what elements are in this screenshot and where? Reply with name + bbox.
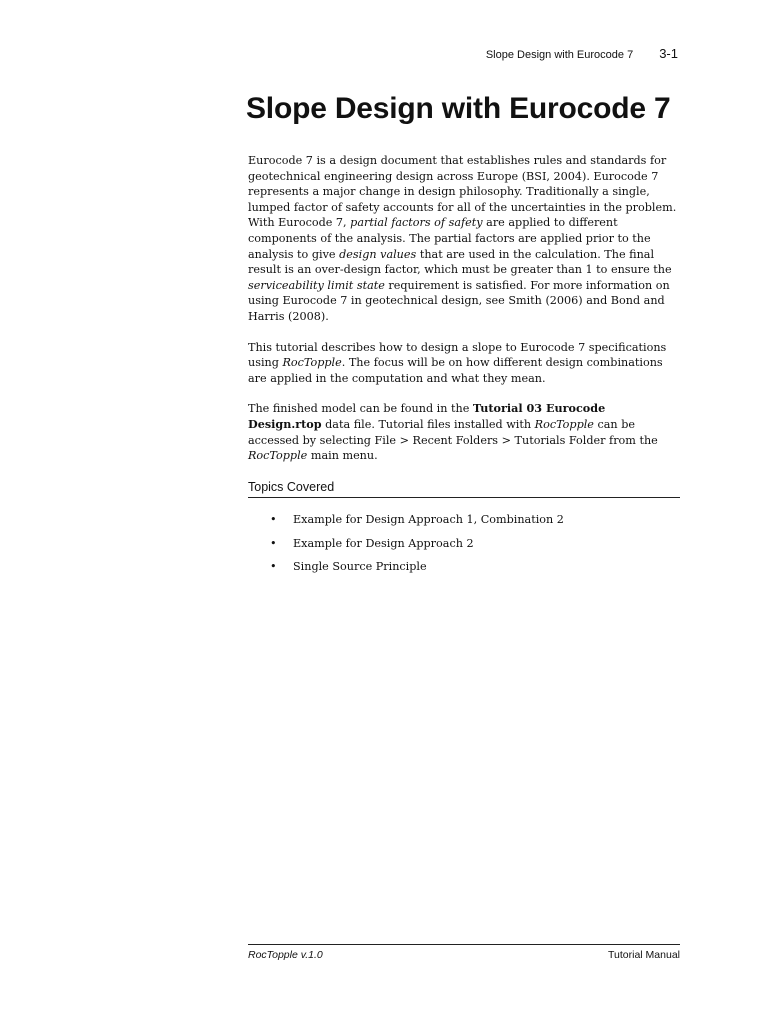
emphasis-design-values: design values xyxy=(339,247,417,261)
emphasis-roctopple: RocTopple xyxy=(534,417,594,431)
page-title: Slope Design with Eurocode 7 xyxy=(246,92,671,125)
intro-paragraph: Eurocode 7 is a design document that establishes rules and standards for geotechnical engineering design across Europe (BSI, 2004). Eurocode 7 represents a major change in design philosophy. Traditionally a single, lumped factor of safety accounts for all of the uncertainties in the problem. With Eurocode 7, partial factors of safety are applied to different components of the analysis. The partial factors are applied prior to the analysis to give design values that are used in the calculation. The final result is an over-design factor, which must be greater than 1 to ensure the serviceability limit state requirement is satisfied. For more information on using Eurocode 7 in geotechnical design, see Smith (2006) and Bond and Harris (2008). xyxy=(248,154,677,323)
footer-product: RocTopple v.1.0 xyxy=(248,949,323,961)
body-text xyxy=(248,153,680,479)
emphasis-serviceability: serviceability limit state xyxy=(248,278,385,292)
page-footer xyxy=(248,944,680,961)
running-header xyxy=(486,46,678,61)
model-file-paragraph: The finished model can be found in the Tutorial 03 Eurocode Design.rtop data file. Tutorial files installed with RocTopple can be accessed by selecting File > Recent Folders > Tutorials Folder from the RocTopple main menu. xyxy=(248,401,658,463)
list-item: • Single Source Principle xyxy=(270,560,564,584)
tutorial-paragraph: This tutorial describes how to design a slope to Eurocode 7 specifications using RocTopple. The focus will be on how different design combinations are applied in the computation and what they mean. xyxy=(248,340,667,385)
tutorial-file-name: Tutorial 03 Eurocode Design.rtop xyxy=(248,401,606,431)
bullet-icon: • xyxy=(270,560,277,573)
topics-list xyxy=(270,513,564,584)
emphasis-partial-factors: partial factors of safety xyxy=(350,216,483,230)
emphasis-roctopple: RocTopple xyxy=(282,356,342,370)
footer-manual: Tutorial Manual xyxy=(608,949,680,961)
bullet-icon: • xyxy=(270,513,277,526)
running-title: Slope Design with Eurocode 7 xyxy=(485,49,634,61)
page-number: 3-1 xyxy=(659,46,678,61)
list-item: • Example for Design Approach 2 xyxy=(270,537,564,561)
bullet-icon: • xyxy=(270,536,277,550)
list-item: • Example for Design Approach 1, Combination 2 xyxy=(270,513,564,537)
emphasis-roctopple: RocTopple xyxy=(248,449,308,463)
topics-heading: Topics Covered xyxy=(248,480,680,498)
